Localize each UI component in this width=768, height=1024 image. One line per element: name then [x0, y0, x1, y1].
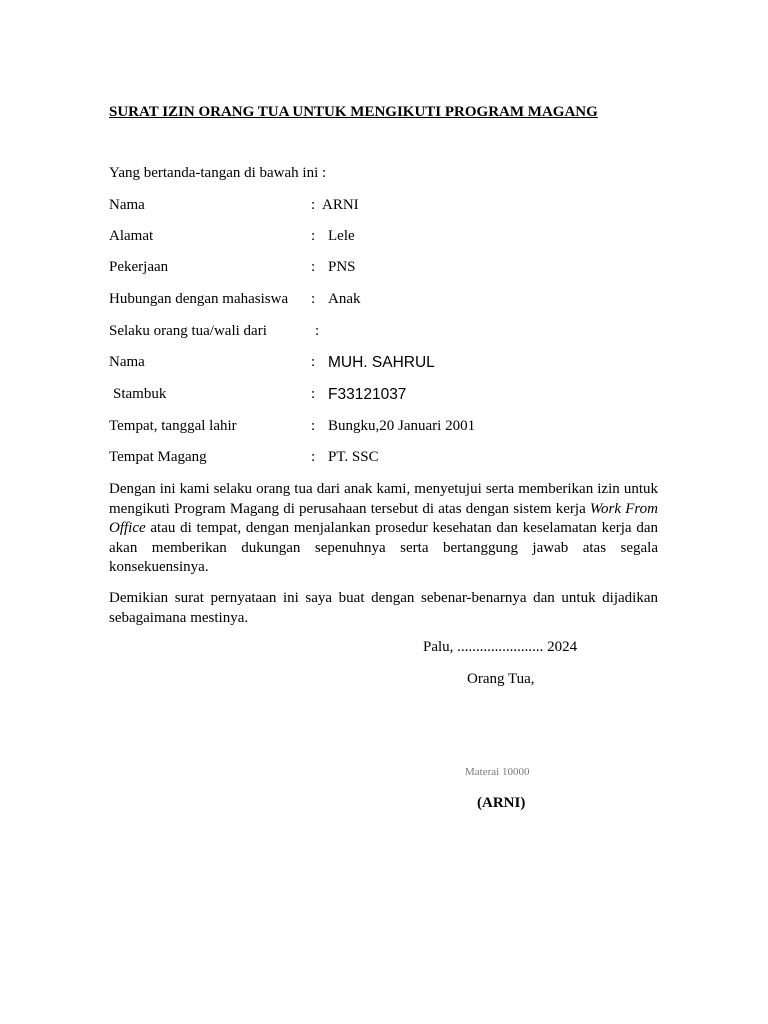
- field-value: Bungku,20 Januari 2001: [328, 418, 476, 434]
- body-text-part2: atau di tempat, dengan menjalankan prosedur kesehatan dan keselamatan kerja dan akan memberikan dukungan sepenuhnya serta bertanggung jawab atas segala konsekuensinya.: [109, 520, 658, 575]
- field-colon: :: [311, 228, 316, 244]
- field-row-internship-place: [109, 449, 669, 469]
- field-row-student-id: [109, 386, 669, 406]
- signer-name: (ARNI): [477, 795, 526, 811]
- field-value: MUH. SAHRUL: [328, 354, 435, 371]
- field-colon: :: [311, 291, 316, 307]
- field-colon: :: [311, 449, 316, 465]
- field-row-parent-name: [109, 197, 669, 217]
- field-row-parent-address: [109, 228, 669, 248]
- field-value: PT. SSC: [328, 449, 379, 465]
- intro-text: Yang bertanda-tangan di bawah ini :: [109, 165, 327, 181]
- letter-title: SURAT IZIN ORANG TUA UNTUK MENGIKUTI PROGRAM MAGANG: [109, 104, 598, 120]
- field-colon: :: [311, 418, 316, 434]
- field-value: F33121037: [328, 386, 407, 403]
- field-colon: :: [311, 386, 316, 402]
- field-label: Nama: [109, 354, 145, 370]
- field-label: Alamat: [109, 228, 154, 244]
- field-label: Selaku orang tua/wali dari: [109, 323, 267, 339]
- field-label: Stambuk: [113, 386, 167, 402]
- body-paragraph: [109, 480, 658, 578]
- field-value: ARNI: [322, 197, 359, 213]
- field-value: Anak: [328, 291, 361, 307]
- field-colon: :: [311, 259, 316, 275]
- field-value: PNS: [328, 259, 356, 275]
- field-label: Hubungan dengan mahasiswa: [109, 291, 289, 307]
- field-colon: :: [311, 354, 316, 370]
- field-row-parent-job: [109, 259, 669, 279]
- place-date: Palu, ....................... 2024: [423, 639, 578, 655]
- signer-title: Orang Tua,: [467, 671, 535, 687]
- stamp-note: Materai 10000: [465, 766, 530, 778]
- field-label: Tempat Magang: [109, 449, 207, 465]
- field-value: Lele: [328, 228, 355, 244]
- field-row-guardian-of: [109, 323, 669, 343]
- closing-paragraph: Demikian surat pernyataan ini saya buat dengan sebenar-benarnya dan untuk dijadikan sebagaimana mestinya.: [109, 590, 658, 626]
- field-label: Pekerjaan: [109, 259, 169, 275]
- field-label: Tempat, tanggal lahir: [109, 418, 237, 434]
- field-label: Nama: [109, 197, 145, 213]
- body-text-part1: Dengan ini kami selaku orang tua dari anak kami, menyetujui serta memberikan izin untuk mengikuti Program Magang di perusahaan tersebut di atas dengan sistem kerja: [109, 481, 658, 517]
- field-row-parent-relation: [109, 291, 669, 311]
- body-text-italic: Work From Office: [109, 500, 658, 536]
- field-row-student-birth: [109, 418, 669, 438]
- field-colon: :: [311, 197, 316, 213]
- field-row-student-name: [109, 354, 669, 374]
- field-colon: :: [315, 323, 320, 339]
